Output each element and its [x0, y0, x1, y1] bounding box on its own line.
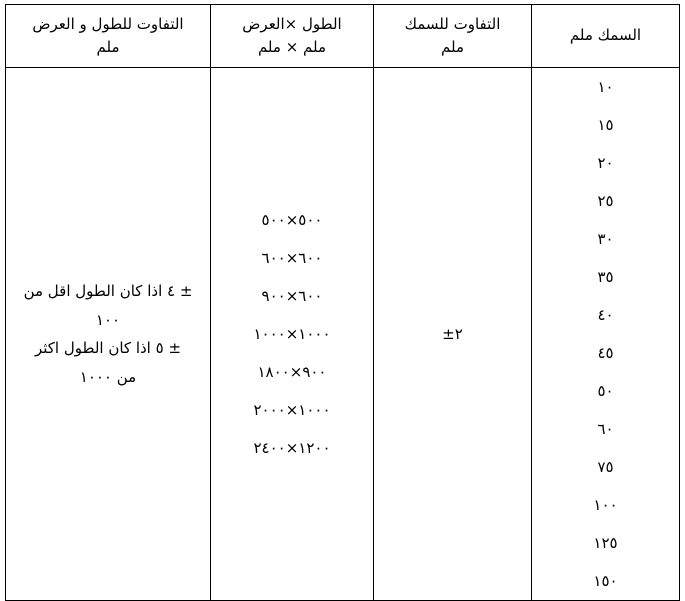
specification-table	[5, 4, 680, 601]
column-header-dimensions: الطول ×العرض ملم × ملم	[211, 5, 374, 68]
thickness-value: ١٢٥	[593, 533, 618, 552]
cell-thickness-values	[532, 68, 680, 601]
thickness-value: ٤٥	[597, 343, 614, 362]
thickness-value: ٥٠	[597, 381, 614, 400]
column-header-thickness-tolerance: التفاوت للسمك ملم	[374, 5, 532, 68]
dimension-value: ٦٠٠×٦٠٠	[261, 248, 323, 267]
dimension-tolerance-text: ± ٤ اذا كان الطول اقل من ١٠٠ ± ٥ اذا كان الطول اكثر من ١٠٠٠	[23, 282, 193, 386]
column-header-thickness: السمك ملم	[532, 5, 680, 68]
dimension-value: ٦٠٠×٩٠٠	[261, 286, 323, 305]
thickness-value: ١٠٠	[593, 495, 618, 514]
dimension-value: ١٠٠٠×١٠٠٠	[253, 324, 331, 343]
column-header-dimension-tolerance: التفاوت للطول و العرض ملم	[6, 5, 211, 68]
cell-dimension-tolerance	[6, 68, 211, 601]
dimension-value: ١٠٠٠×٢٠٠٠	[253, 400, 331, 419]
thickness-value: ٣٠	[597, 229, 614, 248]
thickness-value: ٣٥	[597, 267, 614, 286]
table-body	[6, 68, 680, 601]
thickness-tolerance-value: ٢±	[442, 325, 463, 343]
thickness-value: ١٥٠	[593, 571, 618, 590]
cell-dimension-values	[211, 68, 374, 601]
thickness-value: ٢٠	[597, 153, 614, 172]
dimension-value: ١٢٠٠×٢٤٠٠	[253, 438, 331, 457]
thickness-value: ١٥	[597, 115, 614, 134]
table-header	[6, 5, 680, 68]
table-row	[6, 68, 680, 601]
dimension-value: ٥٠٠×٥٠٠	[261, 210, 323, 229]
thickness-value: ١٠	[597, 77, 614, 96]
thickness-value: ٦٠	[597, 419, 614, 438]
thickness-value: ٢٥	[597, 191, 614, 210]
cell-thickness-tolerance	[374, 68, 532, 601]
table-header-row	[6, 5, 680, 68]
thickness-value: ٧٥	[597, 457, 614, 476]
dimension-value: ٩٠٠×١٨٠٠	[257, 362, 327, 381]
thickness-value: ٤٠	[597, 305, 614, 324]
